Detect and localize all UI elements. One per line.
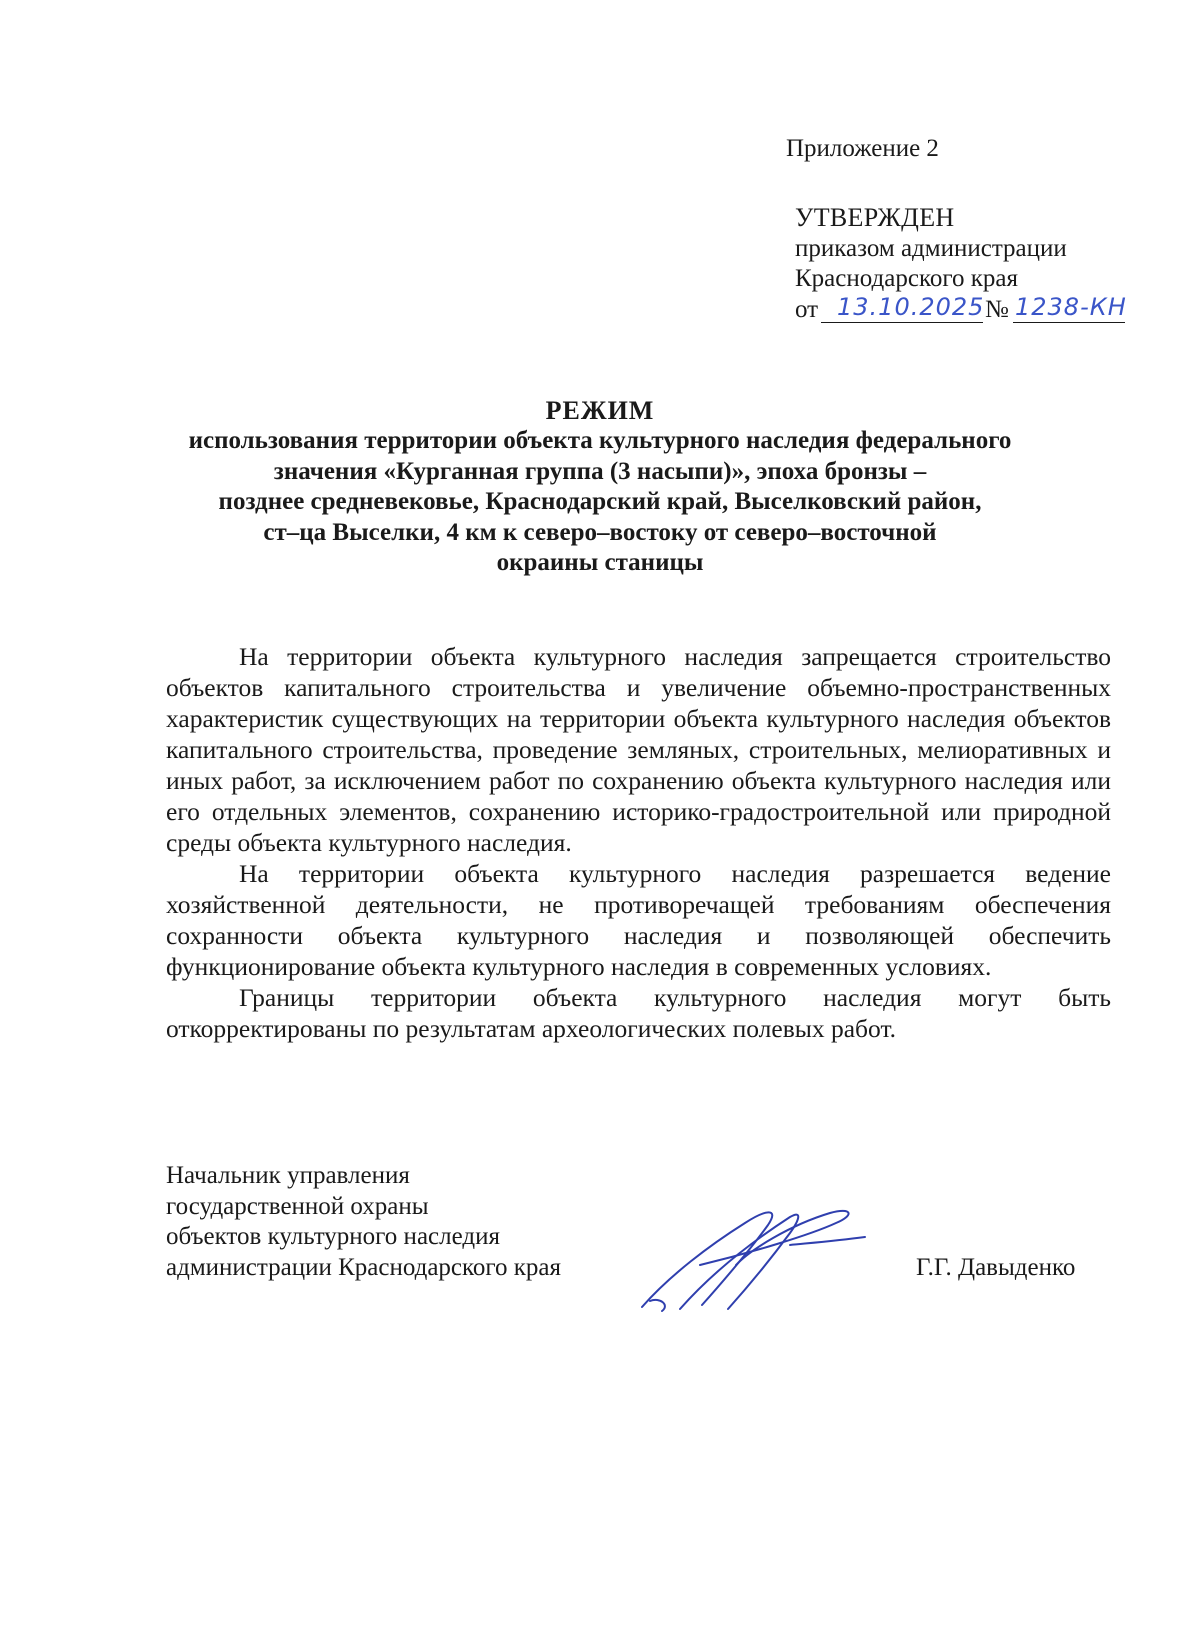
document-title: РЕЖИМ [545,396,655,425]
signatory-name: Г.Г. Давыденко [916,1254,1076,1281]
subtitle-line: позднее средневековье, Краснодарский край, Выселковский район, [218,488,982,515]
position-line: Начальник управления [166,1162,410,1189]
position-line: администрации Краснодарского края [166,1253,562,1281]
document-subtitle [150,426,1050,579]
handwritten-date: 13.10.2025 [837,292,985,321]
document-body [166,641,1111,1044]
paragraph-permissions: На территории объекта культурного наследия разрешается ведение хозяйственной деятельности, не противоречащей требованиям обеспечения сохранности объекта культурного наследия и позволяющей обеспечить функционирование объекта культурного наследия в современных условиях. [166,859,1111,981]
handwritten-signature [640,1205,870,1315]
handwritten-number: 1238-КН [1015,292,1127,321]
annex-label: Приложение 2 [786,135,939,162]
approved-heading: УТВЕРЖДЕН [795,203,955,232]
subtitle-line: использования территории объекта культурного наследия федерального [188,427,1012,454]
approval-line-1: приказом администрации [795,234,1067,262]
subtitle-line: ст–ца Выселки, 4 км к северо–востоку от северо–восточной [263,518,937,546]
subtitle-line: значения «Курганная группа (3 насыпи)», эпоха бронзы – [273,457,927,485]
position-line: объектов культурного наследия [166,1223,500,1250]
position-line: государственной охраны [166,1192,429,1220]
paragraph-prohibitions: На территории объекта культурного наследия запрещается строительство объектов капитального строительства и увеличение объемно-пространственных характеристик существующих на территории объекта культурного наследия объектов капитального строительства, проведение земляных, строительных, мелиоративных и иных работ, за исключением работ по сохранению объекта культурного наследия или его отдельных элементов, сохранению историко-градостроительной или природной среды объекта культурного наследия. [166,642,1111,857]
date-prefix: от [795,295,819,323]
paragraph-boundaries: Границы территории объекта культурного наследия могут быть откорректированы по результатам археологических полевых работ. [166,983,1111,1043]
approval-stamp-block [795,203,1127,326]
subtitle-line: окраины станицы [496,549,704,576]
approval-line-2: Краснодарского края [795,265,1018,292]
signatory-position [166,1161,561,1283]
approval-date-number-line [795,292,1127,326]
number-prefix: № [985,295,1009,323]
